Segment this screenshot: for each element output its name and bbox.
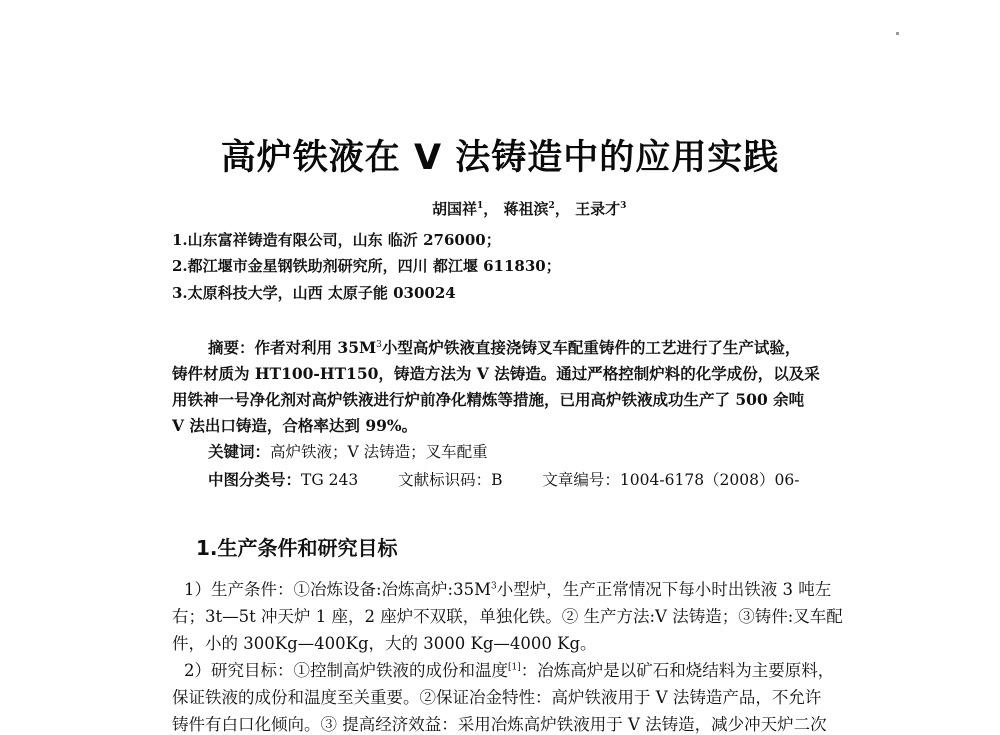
abstract-label: 摘要： [208, 338, 255, 357]
section-heading: 1.生产条件和研究目标 [196, 536, 398, 560]
abstract-line: V 法出口铸造，合格率达到 99%。 [172, 416, 418, 435]
author-separator: ， [483, 200, 499, 218]
body-line: 右；3t—5t 冲天炉 1 座，2 座炉不双联，单独化铁。② 生产方法:V 法铸造；③铸件:叉车配 [172, 607, 843, 626]
author-affil-mark: 3 [620, 201, 627, 211]
author-name: 胡国祥 [432, 200, 478, 218]
doc-code-value: B [491, 471, 503, 489]
abstract-text: 小型高炉铁液直接浇铸叉车配重铸件的工艺进行了生产试验， [381, 338, 801, 357]
keywords-label: 关键词： [208, 442, 271, 461]
abstract-line: 铸件材质为 HT100-HT150，铸造方法为 V 法铸造。通过严格控制炉料的化学成份，以及采 [172, 364, 820, 383]
author-separator: ， [554, 200, 570, 218]
keywords-value: 高炉铁液；V 法铸造；叉车配重 [270, 443, 488, 461]
body-line: 铸件有白口化倾向。③ 提高经济效益：采用冶炼高炉铁液用于 V 法铸造，减少冲天炉二次 [172, 715, 827, 734]
author-name: 蒋祖滨 [503, 200, 549, 218]
affiliation-2: 2.都江堰市金星钢铁助剂研究所，四川 都江堰 611830； [172, 257, 561, 275]
body-text: 2）研究目标：①控制高炉铁液的成份和温度 [184, 661, 508, 680]
author-affil-mark: 2 [548, 201, 555, 211]
affiliation-1: 1.山东富祥铸造有限公司，山东 临沂 276000； [172, 231, 501, 249]
body-line [184, 576, 831, 600]
affiliation-3: 3.太原科技大学，山西 太原子能 030024 [172, 284, 456, 302]
body-line: 件，小的 300Kg—400Kg，大的 3000 Kg—4000 Kg。 [172, 634, 597, 653]
author-line [432, 198, 626, 219]
body-line [184, 657, 834, 681]
article-no-label: 文章编号： [542, 471, 620, 489]
abstract-sup: 3 [376, 339, 382, 350]
doc-code-label: 文献标识码： [398, 471, 492, 489]
body-line: 保证铁液的成份和温度至关重要。②保证冶金特性：高炉铁液用于 V 法铸造产品，不允许 [172, 688, 822, 707]
abstract-line [208, 336, 800, 358]
clc-value: TG 243 [301, 471, 359, 489]
abstract-text: 作者对利用 35M [254, 338, 377, 357]
keywords-line [208, 440, 488, 462]
abstract-line: 用铁神一号净化剂对高炉铁液进行炉前净化精炼等措施，已用高炉铁液成功生产了 500 余吨 [172, 390, 805, 409]
classification-line [208, 468, 799, 490]
body-sup: 3 [491, 581, 497, 592]
author-affil-mark: 1 [477, 201, 484, 211]
body-text: 小型炉，生产正常情况下每小时出铁液 3 吨左 [496, 580, 832, 599]
citation-ref: [1] [508, 662, 521, 673]
paper-title: 高炉铁液在 V 法铸造中的应用实践 [220, 138, 780, 178]
clc-label: 中图分类号： [208, 470, 302, 489]
body-text: 1）生产条件：①冶炼设备:冶炼高炉:35M [184, 580, 492, 599]
scan-speck [896, 32, 899, 35]
author-name: 王录才 [575, 200, 621, 218]
body-text: ：冶炼高炉是以矿石和烧结料为主要原料， [520, 661, 835, 680]
article-no-value: 1004-6178（2008）06- [619, 471, 800, 489]
